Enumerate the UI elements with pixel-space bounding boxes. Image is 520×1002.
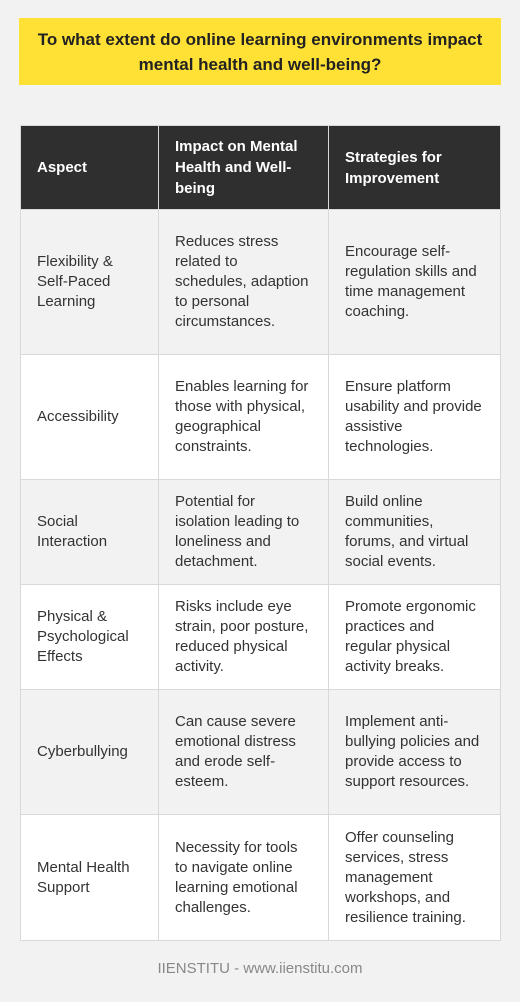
table-row <box>21 585 501 690</box>
cell-strategy: Build online communities, forums, and virtual social events. <box>329 480 501 585</box>
table-row <box>21 210 501 355</box>
cell-aspect: Social Interaction <box>21 480 159 585</box>
header-impact: Impact on Mental Health and Well-being <box>159 126 329 210</box>
page-title: To what extent do online learning environments impact mental health and well-being? <box>37 29 483 74</box>
title-banner <box>19 18 501 85</box>
cell-impact: Enables learning for those with physical, geographical constraints. <box>159 355 329 480</box>
cell-strategy: Implement anti-bullying policies and provide access to support resources. <box>329 690 501 815</box>
comparison-table-container <box>20 125 500 941</box>
table-row <box>21 815 501 941</box>
cell-impact: Can cause severe emotional distress and erode self-esteem. <box>159 690 329 815</box>
cell-impact: Risks include eye strain, poor posture, reduced physical activity. <box>159 585 329 690</box>
table-row <box>21 480 501 585</box>
cell-strategy: Promote ergonomic practices and regular physical activity breaks. <box>329 585 501 690</box>
table-row <box>21 355 501 480</box>
table-header-row <box>21 126 501 210</box>
cell-aspect: Cyberbullying <box>21 690 159 815</box>
header-strategies: Strategies for Improvement <box>329 126 501 210</box>
cell-strategy: Ensure platform usability and provide assistive technologies. <box>329 355 501 480</box>
table-row <box>21 690 501 815</box>
footer-credit: IIENSTITU - www.iienstitu.com <box>157 960 363 977</box>
cell-strategy: Encourage self-regulation skills and time management coaching. <box>329 210 501 355</box>
cell-impact: Potential for isolation leading to loneliness and detachment. <box>159 480 329 585</box>
cell-aspect: Mental Health Support <box>21 815 159 941</box>
comparison-table <box>20 125 501 941</box>
cell-aspect: Flexibility & Self-Paced Learning <box>21 210 159 355</box>
cell-impact: Necessity for tools to navigate online learning emotional challenges. <box>159 815 329 941</box>
cell-aspect: Accessibility <box>21 355 159 480</box>
header-aspect: Aspect <box>21 126 159 210</box>
cell-impact: Reduces stress related to schedules, adaption to personal circumstances. <box>159 210 329 355</box>
cell-strategy: Offer counseling services, stress management workshops, and resilience training. <box>329 815 501 941</box>
cell-aspect: Physical & Psychological Effects <box>21 585 159 690</box>
